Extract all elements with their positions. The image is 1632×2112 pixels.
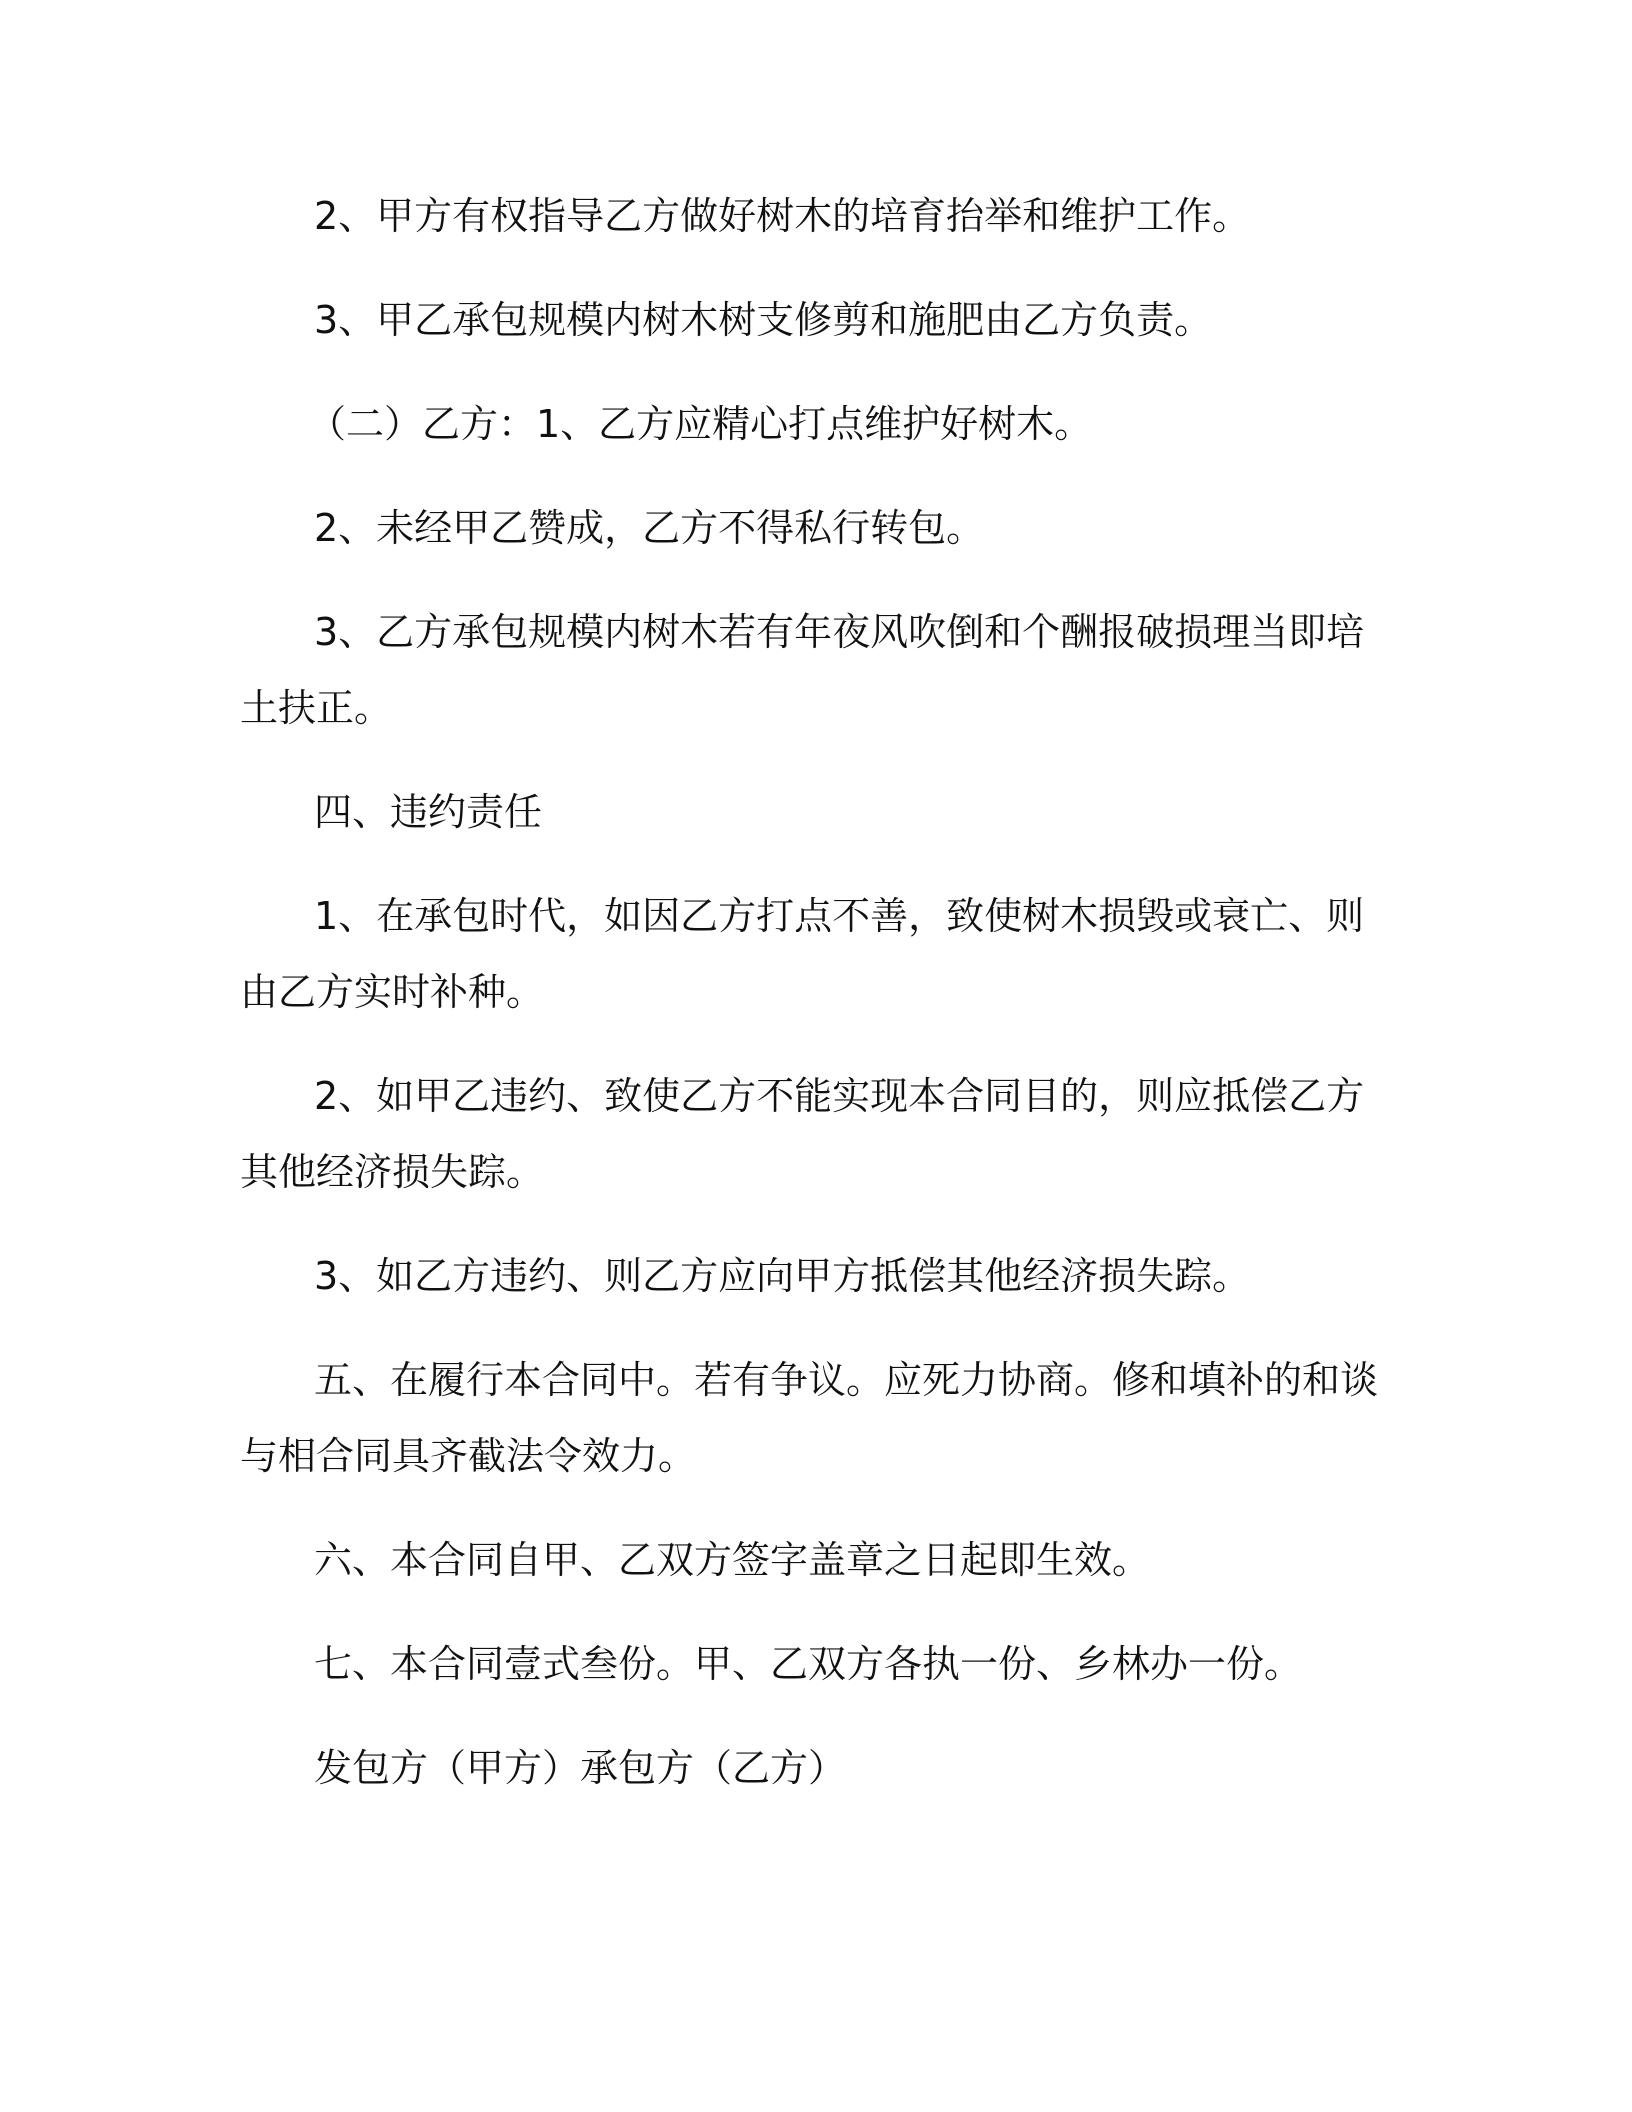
section-party-b: （二）乙方：1、乙方应精心打点维护好树木。	[308, 402, 1093, 446]
clause-b-3: 3、乙方承包规模内树木若有年夜风吹倒和个酬报破损理当即培土扶正。	[240, 610, 1365, 730]
clause-a-2: 2、甲方有权指导乙方做好树木的培育抬举和维护工作。	[314, 194, 1251, 238]
article-five-dispute: 五、在履行本合同中。若有争议。应死力协商。修和填补的和谈与相合同具齐截法令效力。	[240, 1358, 1379, 1478]
article-seven-copies: 七、本合同壹式叁份。甲、乙双方各执一份、乡林办一份。	[314, 1642, 1303, 1686]
article-six-effective: 六、本合同自甲、乙双方签字盖章之日起即生效。	[314, 1538, 1151, 1582]
heading-breach-liability: 四、违约责任	[314, 790, 543, 834]
breach-clause-2: 2、如甲乙违约、致使乙方不能实现本合同目的，则应抵偿乙方其他经济损失踪。	[240, 1074, 1365, 1194]
breach-clause-1: 1、在承包时代，如因乙方打点不善，致使树木损毁或衰亡、则由乙方实时补种。	[240, 894, 1365, 1014]
signature-parties: 发包方（甲方）承包方（乙方）	[314, 1746, 847, 1790]
breach-clause-3: 3、如乙方违约、则乙方应向甲方抵偿其他经济损失踪。	[314, 1254, 1251, 1298]
clause-b-2: 2、未经甲乙赞成，乙方不得私行转包。	[314, 506, 985, 550]
clause-a-3: 3、甲乙承包规模内树木树支修剪和施肥由乙方负责。	[314, 298, 1213, 342]
